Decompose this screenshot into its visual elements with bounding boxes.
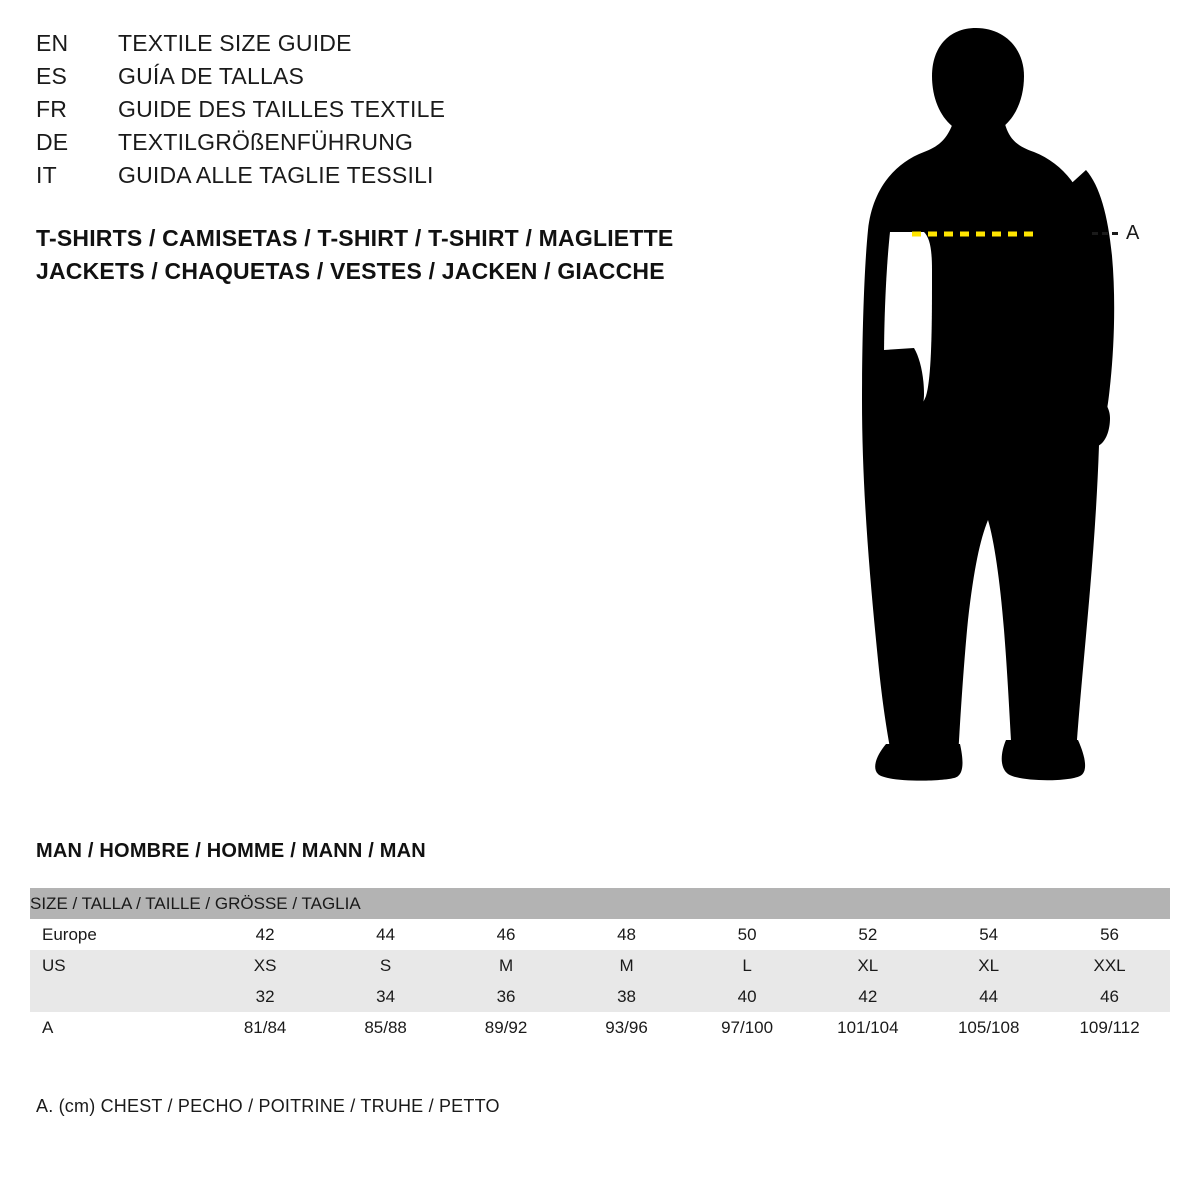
cell-value: L <box>687 950 808 981</box>
table-row <box>30 919 1170 950</box>
silhouette-shape <box>862 28 1114 781</box>
cell-value: 46 <box>446 919 566 950</box>
cell-value: 38 <box>566 981 686 1012</box>
language-row <box>36 162 736 195</box>
cell-value: 89/92 <box>446 1012 566 1043</box>
row-label <box>30 981 205 1012</box>
cell-value: 50 <box>687 919 808 950</box>
language-title: TEXTILGRÖßENFÜHRUNG <box>118 129 414 155</box>
measurement-footnote: A. (cm) CHEST / PECHO / POITRINE / TRUHE / PETTO <box>36 1096 500 1116</box>
cell-value: 42 <box>807 981 928 1012</box>
language-row <box>36 63 736 96</box>
cell-value: 56 <box>1049 919 1170 950</box>
cell-value: 52 <box>807 919 928 950</box>
table-row <box>30 1012 1170 1043</box>
table-row <box>30 950 1170 981</box>
table-header-label: SIZE / TALLA / TAILLE / GRÖSSE / TAGLIA <box>30 888 1170 919</box>
chest-measure-label: A <box>1126 222 1140 244</box>
cell-value: 48 <box>566 919 686 950</box>
cell-value: 32 <box>205 981 325 1012</box>
cell-value: 97/100 <box>687 1012 808 1043</box>
cell-value: 44 <box>928 981 1049 1012</box>
language-row <box>36 129 736 162</box>
cell-value: XS <box>205 950 325 981</box>
language-title: TEXTILE SIZE GUIDE <box>118 30 352 56</box>
group-title-man: MAN / HOMBRE / HOMME / MANN / MAN <box>36 840 426 862</box>
language-code: EN <box>36 30 69 56</box>
language-code: DE <box>36 129 69 155</box>
cell-value: 36 <box>446 981 566 1012</box>
chest-leader-dashes <box>1092 232 1118 235</box>
cell-value: 34 <box>325 981 445 1012</box>
cell-value: S <box>325 950 445 981</box>
language-code: FR <box>36 96 68 122</box>
language-code: IT <box>36 162 57 188</box>
language-title: GUÍA DE TALLAS <box>118 63 305 89</box>
cell-value: XL <box>928 950 1049 981</box>
body-silhouette <box>828 20 1188 800</box>
cell-value: 42 <box>205 919 325 950</box>
size-table <box>30 888 1170 1043</box>
cell-value: 105/108 <box>928 1012 1049 1043</box>
table-header-row <box>30 888 1170 919</box>
cell-value: M <box>446 950 566 981</box>
cell-value: 40 <box>687 981 808 1012</box>
category-tshirts: T-SHIRTS / CAMISETAS / T-SHIRT / T-SHIRT / MAGLIETTE <box>36 225 674 251</box>
cell-value: XXL <box>1049 950 1170 981</box>
cell-value: 85/88 <box>325 1012 445 1043</box>
cell-value: 101/104 <box>807 1012 928 1043</box>
language-title: GUIDE DES TAILLES TEXTILE <box>118 96 446 122</box>
table-row <box>30 981 1170 1012</box>
row-label: Europe <box>30 919 205 950</box>
language-row <box>36 96 736 129</box>
cell-value: M <box>566 950 686 981</box>
cell-value: 81/84 <box>205 1012 325 1043</box>
cell-value: XL <box>807 950 928 981</box>
category-headings <box>36 222 796 288</box>
language-code: ES <box>36 63 68 89</box>
cell-value: 109/112 <box>1049 1012 1170 1043</box>
category-jackets: JACKETS / CHAQUETAS / VESTES / JACKEN / GIACCHE <box>36 258 665 284</box>
cell-value: 93/96 <box>566 1012 686 1043</box>
row-label: A <box>30 1012 205 1043</box>
cell-value: 46 <box>1049 981 1170 1012</box>
cell-value: 54 <box>928 919 1049 950</box>
row-label: US <box>30 950 205 981</box>
language-row <box>36 30 736 63</box>
cell-value: 44 <box>325 919 445 950</box>
language-list <box>36 30 736 195</box>
language-title: GUIDA ALLE TAGLIE TESSILI <box>118 162 434 188</box>
